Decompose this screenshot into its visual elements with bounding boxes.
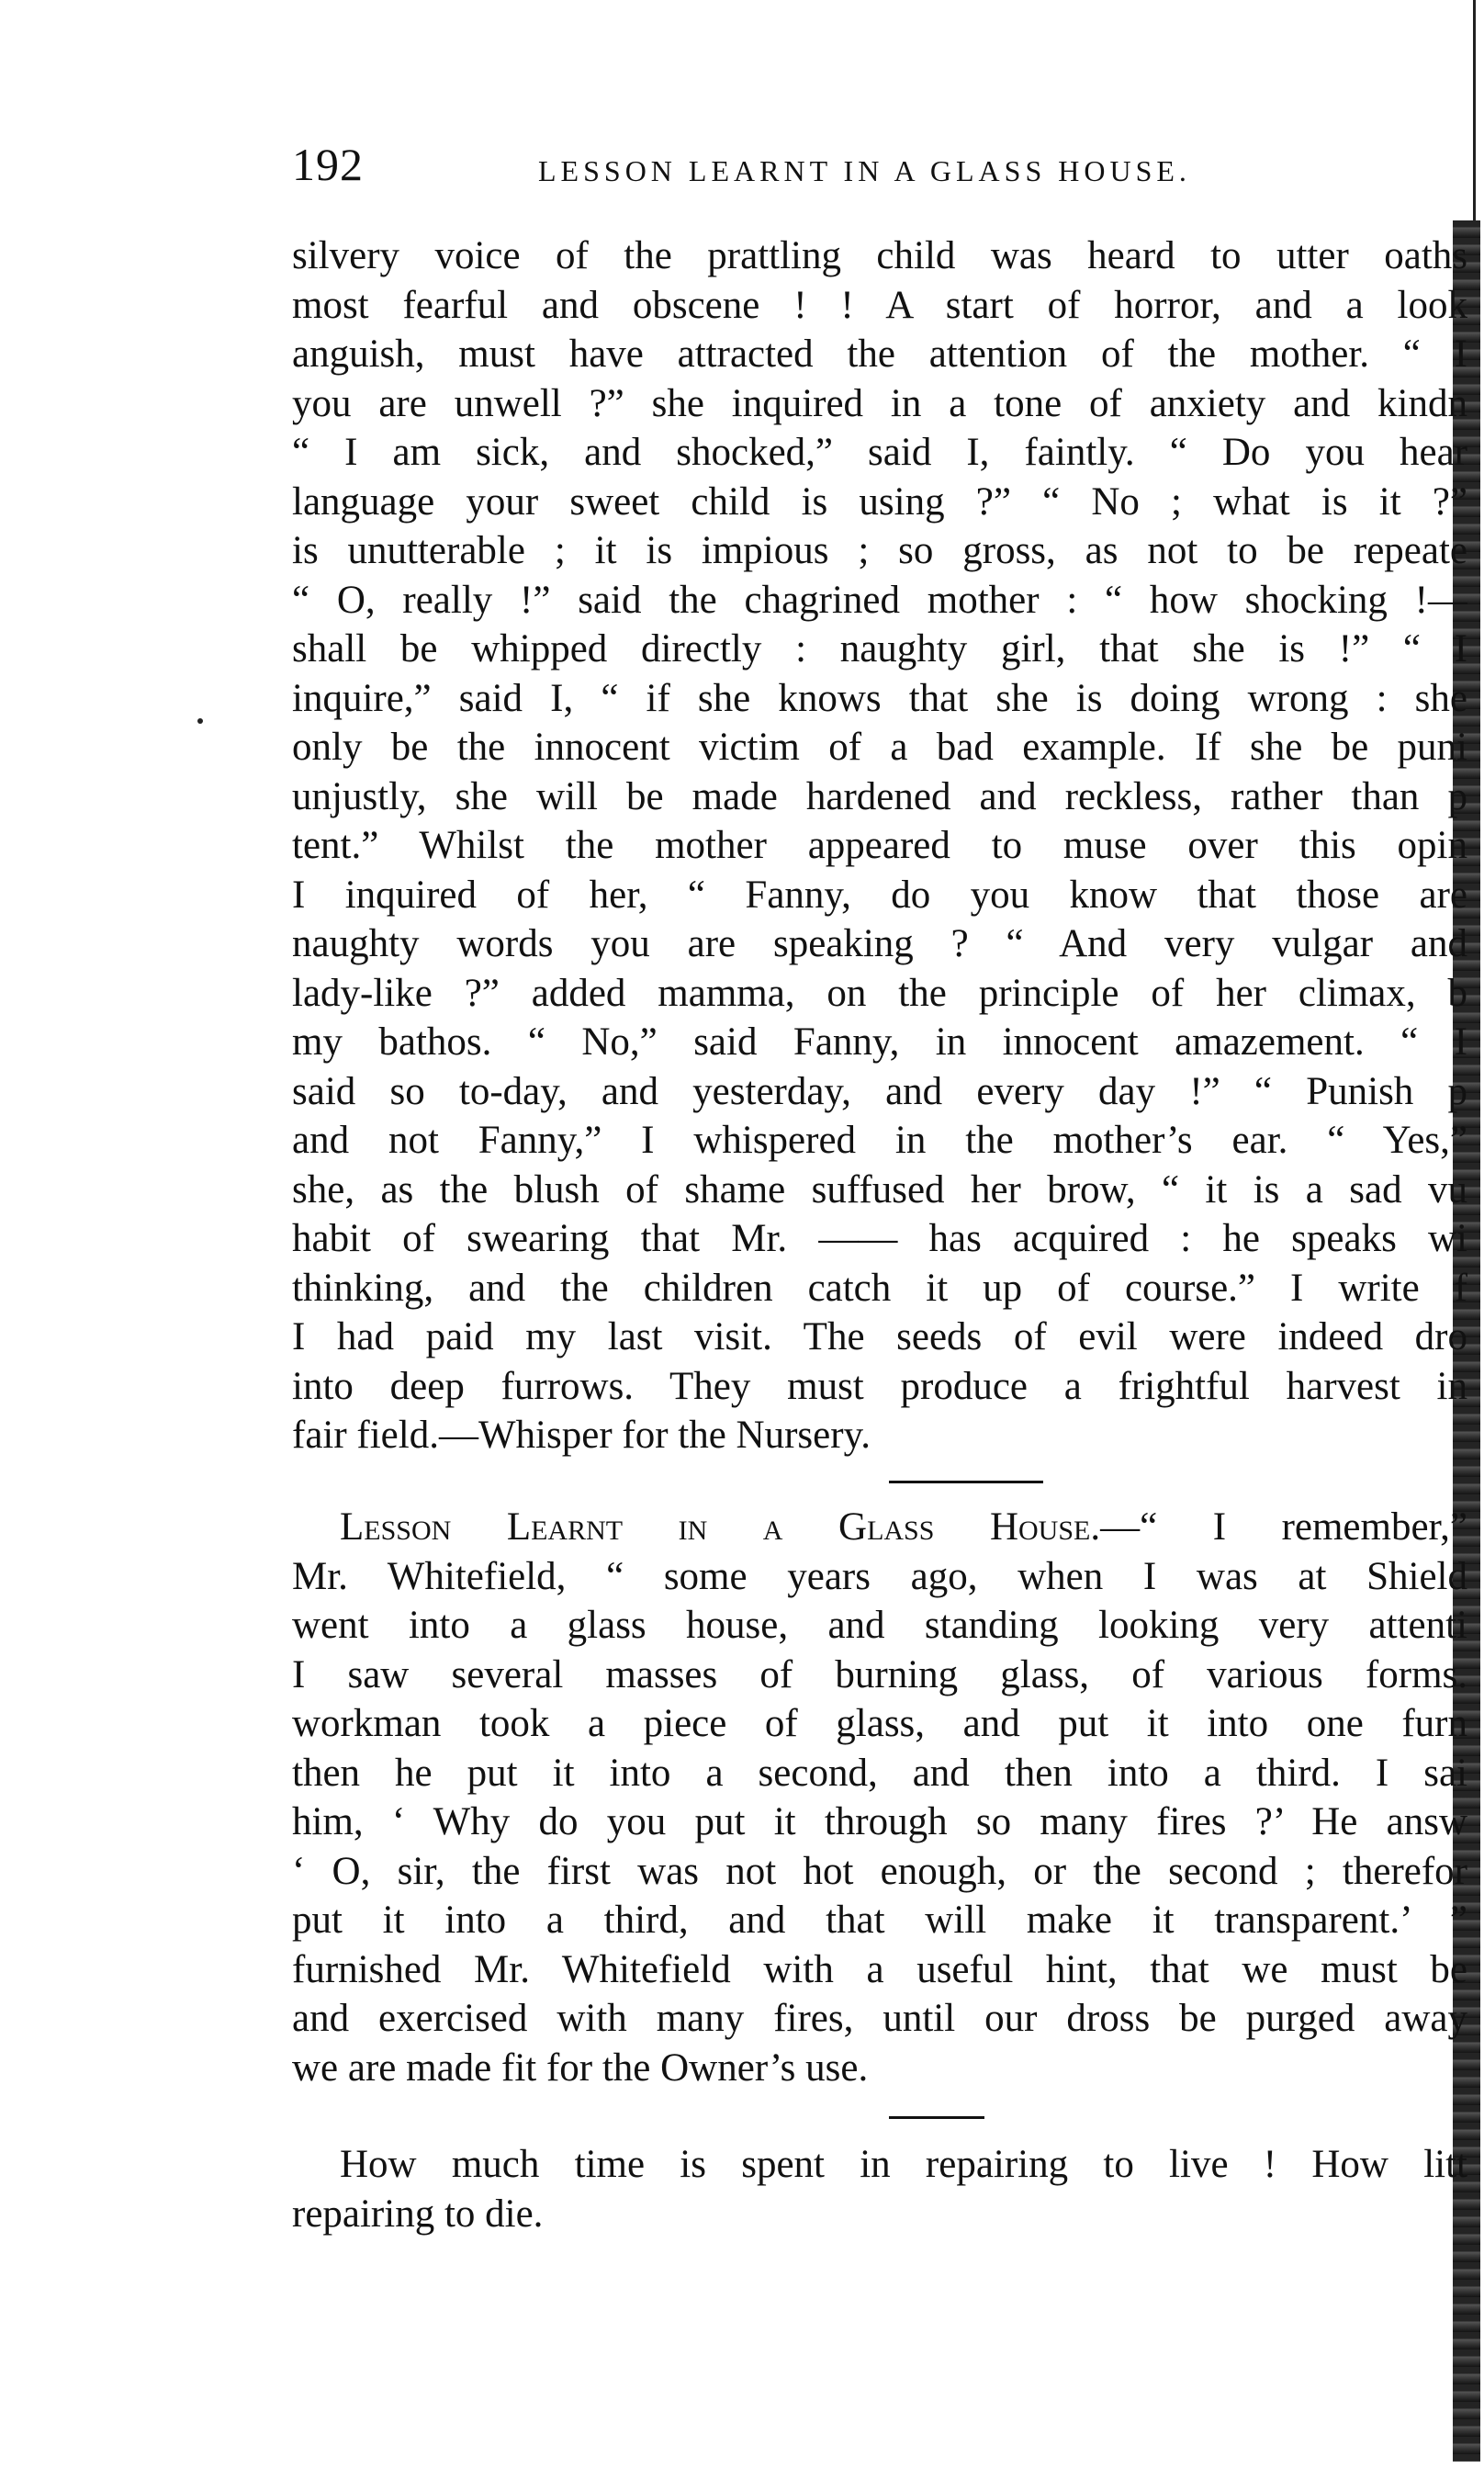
text-line: is unutterable ; it is impious ; so gross, as not to be repeate — [292, 529, 1467, 572]
text-line: we are made fit for the Owner’s use. — [292, 2045, 869, 2090]
paragraph-time-spent — [292, 2140, 1467, 2238]
text-line: ‘ O, sir, the first was not hot enough, or the second ; therefor — [292, 1849, 1467, 1893]
text-line: How much time is spent in repairing to live ! How litt — [340, 2143, 1467, 2186]
text-line: and not Fanny,” I whispered in the mother’s ear. “ Yes,” — [292, 1119, 1467, 1162]
text-line: unjustly, she will be made hardened and reckless, rather than p — [292, 774, 1467, 818]
text-line: “ O, really !” said the chagrined mother : “ how shocking !— — [292, 578, 1467, 622]
page-number: 192 — [292, 139, 364, 190]
text-run: —“ I remember,” — [1100, 1505, 1467, 1549]
text-line: language your sweet child is using ?” “ No ; what is it ?” — [292, 479, 1467, 524]
text-line: naughty words you are speaking ? “ And very vulgar and — [292, 922, 1467, 965]
text-line: tent.” Whilst the mother appeared to muse over this opin — [292, 824, 1467, 867]
text-line: Mr. Whitefield, “ some years ago, when I was at Shield — [292, 1554, 1467, 1598]
text-line: you are unwell ?” she inquired in a tone of anxiety and kindn — [292, 381, 1467, 425]
text-line: workman took a piece of glass, and put it into one furn — [292, 1702, 1467, 1745]
text-line: him, ‘ Why do you put it through so many fires ?’ He answ — [292, 1800, 1467, 1843]
running-head: LESSON LEARNT IN A GLASS HOUSE. — [538, 154, 1191, 187]
paragraph-glass-house — [292, 1503, 1467, 2092]
text-line: and exercised with many fires, until our dross be purged away — [292, 1997, 1467, 2040]
text-line: then he put it into a second, and then into a third. I sai — [292, 1751, 1467, 1795]
text-line: put it into a third, and that will make it transparent.’ ” — [292, 1899, 1467, 1942]
text-line: thinking, and the children catch it up of course.” I write f — [292, 1266, 1467, 1310]
text-line: inquire,” said I, “ if she knows that she is doing wrong : she — [292, 676, 1467, 720]
section-divider — [889, 1481, 1043, 1483]
section-title: Lesson Learnt in a Glass House. — [340, 1505, 1101, 1549]
text-line: went into a glass house, and standing looking very attenti — [292, 1604, 1467, 1647]
text-line: silvery voice of the prattling child was heard to utter oaths — [292, 234, 1467, 277]
text-line: habit of swearing that Mr. —— has acquired : he speaks wi — [292, 1217, 1467, 1260]
text-line: into deep furrows. They must produce a frightful harvest in — [292, 1364, 1467, 1408]
text-line: she, as the blush of shame suffused her brow, “ it is a sad vu — [292, 1167, 1467, 1211]
section-divider — [889, 2116, 984, 2119]
text-line: anguish, must have attracted the attention of the mother. “ I — [292, 332, 1467, 376]
text-line: only be the innocent victim of a bad example. If she be puni — [292, 726, 1467, 769]
text-line: furnished Mr. Whitefield with a useful hint, that we must be — [292, 1947, 1467, 1991]
text-line: my bathos. “ No,” said Fanny, in innocent amazement. “ I — [292, 1020, 1467, 1064]
binding-edge — [1473, 0, 1476, 220]
text-line: most fearful and obscene ! ! A start of horror, and a look — [292, 283, 1467, 327]
text-line: I inquired of her, “ Fanny, do you know that those are — [292, 873, 1467, 917]
page-header — [292, 138, 1458, 193]
ink-speck — [197, 718, 203, 724]
text-line: “ I am sick, and shocked,” said I, faintly. “ Do you hear — [292, 431, 1467, 474]
section-heading-line — [292, 1503, 1467, 1552]
text-line: repairing to die. — [292, 2192, 544, 2236]
text-line: I saw several masses of burning glass, of various forms. — [292, 1652, 1467, 1696]
text-line: I had paid my last visit. The seeds of evil were indeed dro — [292, 1315, 1467, 1358]
text-line: lady-like ?” added mamma, on the principle of her climax, b — [292, 971, 1467, 1015]
text-line: said so to-day, and yesterday, and every day !” “ Punish p — [292, 1069, 1467, 1113]
text-line-attribution: fair field.—Whisper for the Nursery. — [292, 1414, 871, 1457]
text-line: shall be whipped directly : naughty girl, that she is !” “ I — [292, 627, 1467, 671]
paragraph-whisper-for-nursery — [292, 231, 1467, 1460]
